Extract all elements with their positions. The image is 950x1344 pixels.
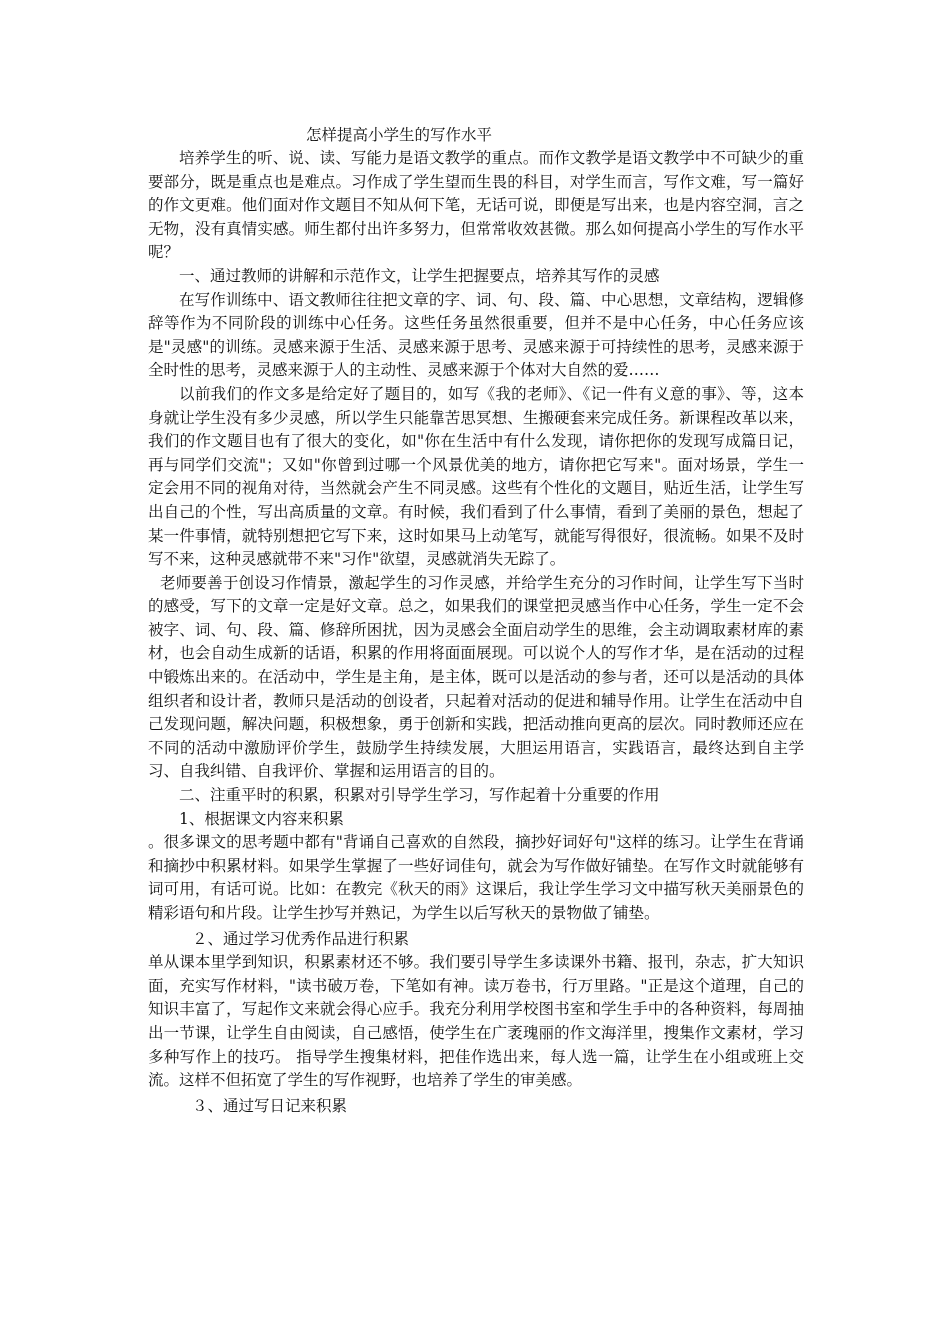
document-title: 怎样提高小学生的写作水平: [306, 126, 493, 144]
paragraph-intro: 培养学生的听、说、读、写能力是语文教学的重点。而作文教学是语文教学中不可缺少的重要部分，既是重点也是难点。习作成了学生望而生畏的科目，对学生而言，写作文难，写一篇好的作文更难。他们面对作文题目不知从何下笔，无话可说，即便是写出来，也是内容空洞，言之无物，没有真情实感。师生都付出许多努力，但常常收效甚微。那么如何提高小学生的写作水平呢？: [148, 149, 804, 262]
paragraph: 老师要善于创设习作情景，激起学生的习作灵感，并给学生充分的习作时间，让学生写下当时的感受，写下的文章一定是好文章。总之，如果我们的课堂把灵感当作中心任务，学生一定不会被字、词、句、段、篇、修辞所困扰，因为灵感会全面启动学生的思维，会主动调取素材库的素材，也会自动生成新的话语，积累的作用将面面展现。可以说个人的写作才华，是在活动的过程中锻炼出来的。在活动中，学生是主角，是主体，既可以是活动的参与者，还可以是活动的具体组织者和设计者，教师只是活动的创设者，只起着对活动的促进和辅导作用。让学生在活动中自己发现问题，解决问题，积极想象，勇于创新和实践，把活动推向更高的层次。同时教师还应在不同的活动中激励评价学生，鼓励学生持续发展，大胆运用语言，实践语言，最终达到自主学习、自我纠错、自我评价、掌握和运用语言的目的。: [148, 573, 804, 781]
paragraph: 以前我们的作文多是给定好了题目的，如写《我的老师》、《记一件有义意的事》、等，这本身就让学生没有多少灵感，所以学生只能靠苦思冥想、生搬硬套来完成任务。新课程改革以来，我们的作文题目也有了很大的变化，如"你在生活中有什么发现，请你把你的发现写成篇日记，再与同学们交流"；又如"你曾到过哪一个风景优美的地方，请你把它写来"。面对场景，学生一定会用不同的视角对待，当然就会产生不同灵感。这些有个性化的文题目，贴近生活，让学生写出自己的个性，写出高质量的文章。有时候，我们看到了什么事情，看到了美丽的景色，想起了某一件事情，就特别想把它写下来，这时如果马上动笔写，就能写得很好，很流畅。如果不及时写不来，这种灵感就带不来"习作"欲望，灵感就消失无踪了。: [148, 384, 804, 569]
paragraph: 。很多课文的思考题中都有"背诵自己喜欢的自然段，摘抄好词好句"这样的练习。让学生在背诵和摘抄中积累材料。如果学生掌握了一些好词佳句，就会为写作做好铺垫。在写作文时就能够有词可用，有话可说。比如：在教完《秋天的雨》这课后，我让学生学习文中描写秋天美丽景色的精彩语句和片段。让学生抄写并熟记，为学生以后写秋天的景物做了铺垫。: [148, 833, 804, 922]
section-heading-2: 二、注重平时的积累，积累对引导学生学习，写作起着十分重要的作用: [179, 786, 660, 805]
paragraph: 单从课本里学到知识，积累素材还不够。我们要引导学生多读课外书籍、报刊，杂志，扩大知识面，充实写作材料，"读书破万卷，下笔如有神。读万卷书，行万里路。"正是这个道理，自己的知识丰富了，写起作文来就会得心应手。我充分利用学校图书室和学生手中的各种资料，每周抽出一节课，让学生自由阅读，自己感悟，使学生在广袤瑰丽的作文海洋里，搜集作文素材，学习多种写作上的技巧。 指导学生搜集材料，把佳作选出来，每人选一篇，让学生在小组或班上交流。这样不但拓宽了学生的写作视野，也培养了学生的审美感。: [148, 953, 804, 1090]
subsection-heading-2: ２、通过学习优秀作品进行积累: [192, 929, 410, 948]
document-body: [148, 123, 804, 1118]
subsection-heading-1: 1、根据课文内容来积累: [179, 809, 344, 828]
subsection-heading-3: ３、通过写日记来积累: [192, 1096, 348, 1115]
section-heading-1: 一、通过教师的讲解和示范作文，让学生把握要点，培养其写作的灵感: [179, 266, 660, 285]
paragraph: 在写作训练中、语文教师往往把文章的字、词、句、段、篇、中心思想，文章结构，逻辑修辞等作为不同阶段的训练中心任务。这些任务虽然很重要，但并不是中心任务，中心任务应该是"灵感"的训练。灵感来源于生活、灵感来源于思考、灵感来源于可持续性的思考，灵感来源于全时性的思考，灵感来源于人的主动性、灵感来源于个体对大自然的爱……: [148, 290, 804, 380]
